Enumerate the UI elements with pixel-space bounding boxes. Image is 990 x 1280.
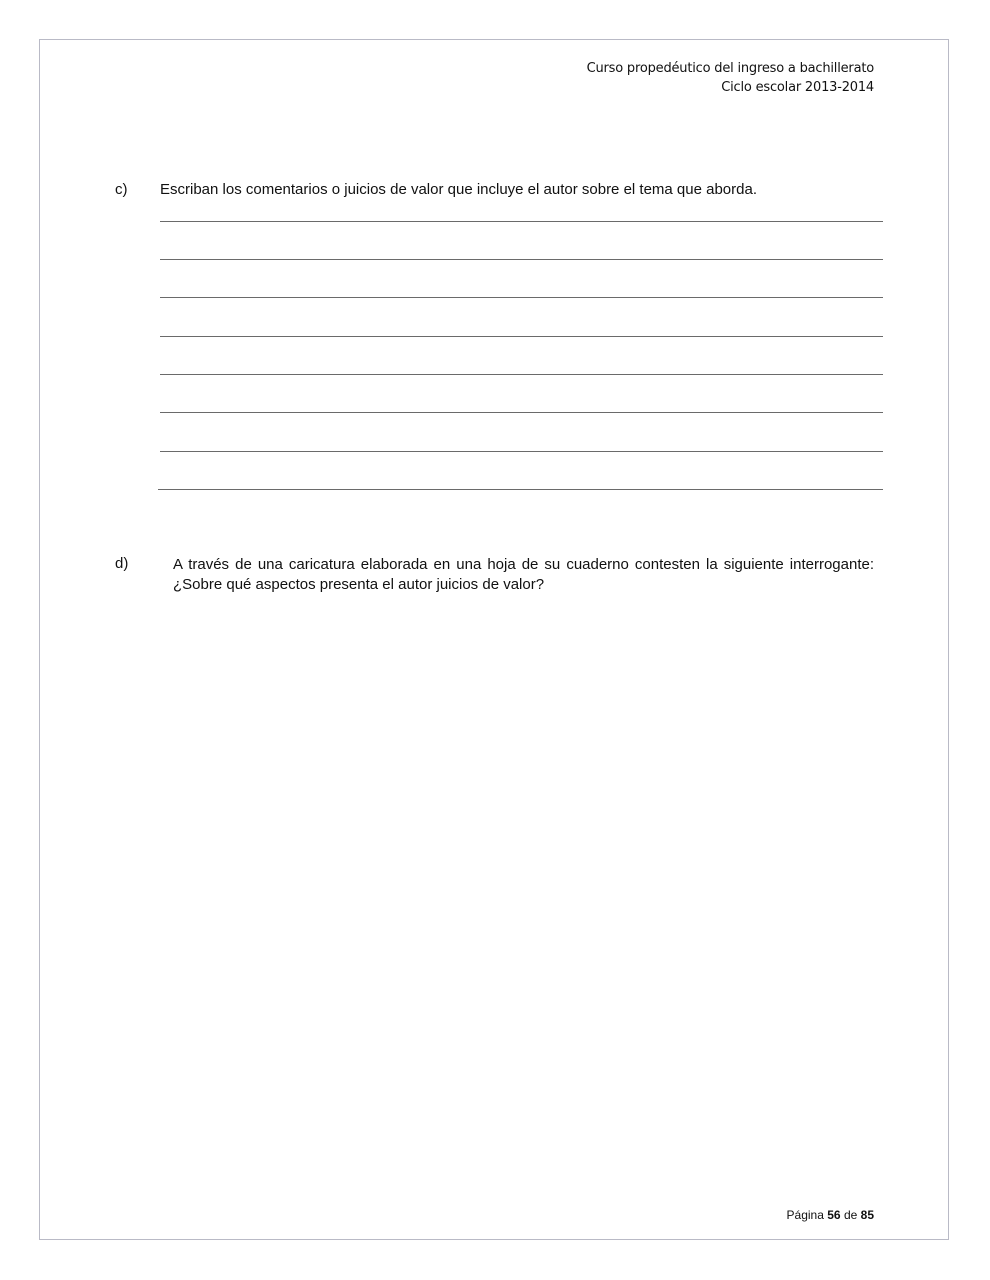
course-title: Curso propedéutico del ingreso a bachillerato <box>586 61 874 76</box>
answer-line[interactable] <box>160 412 883 413</box>
page-header <box>587 59 874 97</box>
answer-line[interactable] <box>160 221 883 222</box>
page-word: Página <box>786 1208 824 1222</box>
question-c-label: c) <box>115 181 128 198</box>
current-page: 56 <box>827 1208 841 1222</box>
total-pages: 85 <box>860 1208 874 1222</box>
answer-line[interactable] <box>158 489 883 490</box>
question-d-text: A través de una caricatura elaborada en una hoja de su cuaderno contesten la siguiente interrogante: ¿Sobre qué aspectos presenta el autor juicios de valor? <box>173 556 874 593</box>
answer-line[interactable] <box>160 297 883 298</box>
answer-line[interactable] <box>160 374 883 375</box>
page-footer <box>787 1208 874 1222</box>
question-c-text: Escriban los comentarios o juicios de valor que incluye el autor sobre el tema que aborda. <box>160 181 757 198</box>
answer-line[interactable] <box>160 336 883 337</box>
answer-line[interactable] <box>160 259 883 260</box>
question-d-label: d) <box>115 555 129 572</box>
of-word: de <box>843 1208 858 1222</box>
answer-line[interactable] <box>160 451 883 452</box>
page-border <box>39 39 949 1240</box>
school-year: Ciclo escolar 2013-2014 <box>721 80 874 95</box>
